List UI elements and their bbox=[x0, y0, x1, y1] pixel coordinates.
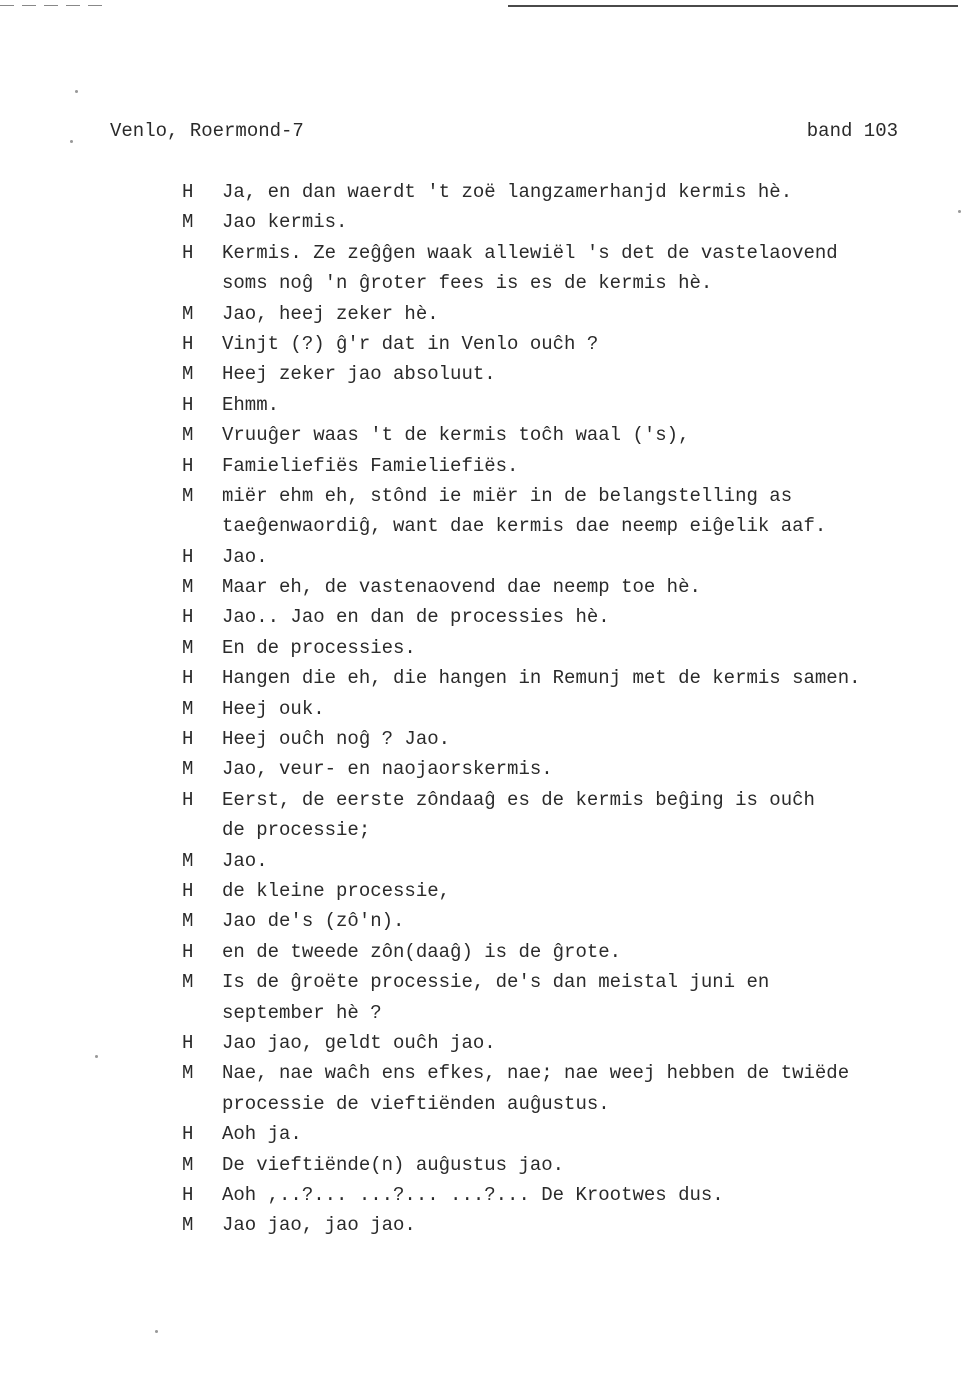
speaker-label bbox=[182, 815, 222, 845]
top-dashed-rule bbox=[0, 5, 110, 6]
utterance-text: De vieftiënde(n) auĝustus jao. bbox=[222, 1153, 565, 1176]
utterance-text: miër ehm eh, stônd ie miër in de belangstelling as bbox=[222, 484, 793, 507]
utterance-text: Heej ouk. bbox=[222, 697, 325, 720]
scan-speck bbox=[75, 90, 78, 93]
utterance-text: Hangen die eh, die hangen in Remunj met de kermis samen. bbox=[222, 667, 861, 690]
speaker-label: H bbox=[182, 606, 194, 629]
transcript-line bbox=[182, 1210, 922, 1240]
speaker-label: M bbox=[182, 1214, 194, 1237]
transcript-line bbox=[182, 390, 922, 420]
transcript-line bbox=[182, 846, 922, 876]
speaker-label: M bbox=[182, 363, 194, 386]
transcript-line bbox=[182, 633, 922, 663]
utterance-text: Vruuĝer waas 't de kermis toĉh waal ('s), bbox=[222, 424, 690, 447]
speaker-label: M bbox=[182, 1153, 194, 1176]
transcript-line bbox=[182, 329, 922, 359]
utterance-text: Jao jao, jao jao. bbox=[222, 1214, 416, 1237]
speaker-label: M bbox=[182, 849, 194, 872]
transcript-line bbox=[182, 268, 922, 298]
speaker-label: M bbox=[182, 302, 194, 325]
utterance-text: Kermis. Ze zeĝĝen waak allewiël 's det de vastelaovend bbox=[222, 241, 838, 264]
transcript-line bbox=[182, 937, 922, 967]
transcript-line bbox=[182, 1150, 922, 1180]
utterance-text: taeĝenwaordiĝ, want dae kermis dae neemp eiĝelik aaf. bbox=[222, 515, 827, 538]
transcript-line bbox=[182, 238, 922, 268]
transcript-line bbox=[182, 1028, 922, 1058]
transcript-line bbox=[182, 876, 922, 906]
transcript-line bbox=[182, 785, 922, 815]
utterance-text: Jao kermis. bbox=[222, 211, 348, 234]
speaker-label: H bbox=[182, 940, 194, 963]
utterance-text: september hè ? bbox=[222, 1001, 382, 1024]
speaker-label: H bbox=[182, 454, 194, 477]
speaker-label: M bbox=[182, 636, 194, 659]
transcript-line bbox=[182, 1089, 922, 1119]
speaker-label: M bbox=[182, 758, 194, 781]
speaker-label: H bbox=[182, 1031, 194, 1054]
utterance-text: Jao.. Jao en dan de processies hè. bbox=[222, 606, 610, 629]
transcript-line bbox=[182, 481, 922, 511]
scan-speck bbox=[95, 1055, 98, 1058]
transcript-line bbox=[182, 177, 922, 207]
utterance-text: en de tweede zôn(daaĝ) is de ĝrote. bbox=[222, 940, 622, 963]
speaker-label: H bbox=[182, 332, 194, 355]
utterance-text: Famieliefiës Famieliefiës. bbox=[222, 454, 519, 477]
utterance-text: Jao. bbox=[222, 545, 268, 568]
transcript-line bbox=[182, 694, 922, 724]
speaker-label: H bbox=[182, 181, 194, 203]
utterance-text: Nae, nae waĉh ens efkes, nae; nae weej hebben de twiëde bbox=[222, 1062, 850, 1085]
speaker-label: M bbox=[182, 484, 194, 507]
utterance-text: Jao de's (zô'n). bbox=[222, 910, 405, 933]
speaker-label: M bbox=[182, 971, 194, 994]
transcript-line bbox=[182, 602, 922, 632]
utterance-text: Heej ouĉh noĝ ? Jao. bbox=[222, 728, 451, 751]
speaker-label: M bbox=[182, 697, 194, 720]
utterance-text: Jao, heej zeker hè. bbox=[222, 302, 439, 325]
transcript-line bbox=[182, 1119, 922, 1149]
transcript-line bbox=[182, 207, 922, 237]
transcript-line bbox=[182, 359, 922, 389]
speaker-label bbox=[182, 268, 222, 298]
speaker-label: M bbox=[182, 576, 194, 599]
utterance-text: soms noĝ 'n ĝroter fees is es de kermis hè. bbox=[222, 272, 713, 295]
utterance-text: En de processies. bbox=[222, 636, 416, 659]
tape-number: band 103 bbox=[806, 120, 898, 142]
scan-speck bbox=[70, 140, 73, 143]
utterance-text: Is de ĝroëte processie, de's dan meistal juni en bbox=[222, 971, 770, 994]
speaker-label: M bbox=[182, 1062, 194, 1085]
transcript-line bbox=[182, 967, 922, 997]
utterance-text: Jao jao, geldt ouĉh jao. bbox=[222, 1031, 496, 1054]
speaker-label: H bbox=[182, 667, 194, 690]
utterance-text: Aoh ja. bbox=[222, 1123, 302, 1146]
transcript-line bbox=[182, 906, 922, 936]
utterance-text: Jao. bbox=[222, 849, 268, 872]
utterance-text: Jao, veur- en naojaorskermis. bbox=[222, 758, 553, 781]
speaker-label bbox=[182, 998, 222, 1028]
utterance-text: processie de vieftiënden auĝustus. bbox=[222, 1092, 610, 1115]
transcript-line bbox=[182, 724, 922, 754]
transcript-line bbox=[182, 299, 922, 329]
speaker-label: M bbox=[182, 910, 194, 933]
speaker-label bbox=[182, 511, 222, 541]
scan-speck bbox=[155, 1330, 158, 1333]
utterance-text: Eerst, de eerste zôndaaĝ es de kermis beĝing is ouĉh bbox=[222, 788, 815, 811]
utterance-text: Vinjt (?) ĝ'r dat in Venlo ouĉh ? bbox=[222, 332, 599, 355]
transcript bbox=[182, 177, 922, 1241]
utterance-text: de kleine processie, bbox=[222, 879, 451, 902]
speaker-label: H bbox=[182, 1123, 194, 1146]
speaker-label: H bbox=[182, 879, 194, 902]
utterance-text: Aoh ,..?... ...?... ...?... De Krootwes dus. bbox=[222, 1183, 724, 1206]
utterance-text: Ehmm. bbox=[222, 393, 280, 416]
speaker-label: H bbox=[182, 1183, 194, 1206]
transcript-line bbox=[182, 572, 922, 602]
transcript-line bbox=[182, 815, 922, 845]
speaker-label bbox=[182, 1089, 222, 1119]
location-header: Venlo, Roermond-7 bbox=[110, 120, 304, 142]
speaker-label: H bbox=[182, 728, 194, 751]
speaker-label: M bbox=[182, 424, 194, 447]
transcript-line bbox=[182, 1180, 922, 1210]
utterance-text: de processie; bbox=[222, 819, 371, 842]
transcript-line bbox=[182, 420, 922, 450]
transcript-line bbox=[182, 998, 922, 1028]
transcript-line bbox=[182, 1058, 922, 1088]
scan-speck bbox=[958, 210, 961, 213]
speaker-label: M bbox=[182, 211, 194, 234]
speaker-label: H bbox=[182, 545, 194, 568]
utterance-text: Ja, en dan waerdt 't zoë langzamerhanjd kermis hè. bbox=[222, 181, 793, 203]
transcript-line bbox=[182, 511, 922, 541]
transcript-line bbox=[182, 663, 922, 693]
transcript-line bbox=[182, 754, 922, 784]
transcript-line bbox=[182, 451, 922, 481]
speaker-label: H bbox=[182, 788, 194, 811]
transcript-line bbox=[182, 542, 922, 572]
top-rule bbox=[508, 5, 958, 7]
utterance-text: Heej zeker jao absoluut. bbox=[222, 363, 496, 386]
speaker-label: H bbox=[182, 241, 194, 264]
speaker-label: H bbox=[182, 393, 194, 416]
utterance-text: Maar eh, de vastenaovend dae neemp toe hè. bbox=[222, 576, 701, 599]
